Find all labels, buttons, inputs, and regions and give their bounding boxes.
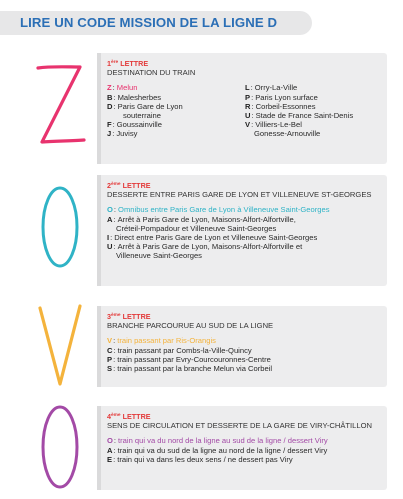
section-heading: 1ère LETTRE [107,59,149,68]
code-line-cont: Créteil-Pompadour et Villeneuve Saint-Georges [116,223,277,233]
code-line: A : train qui va du sud de la ligne au nord de la ligne / dessert Viry [107,445,328,455]
card-tab [97,406,101,490]
section-heading: 2ème LETTRE [107,181,151,190]
code-line: O : train qui va du nord de la ligne au sud de la ligne / dessert Viry [107,436,328,446]
letter-z-glyph [30,58,90,153]
code-line: Z : Melun [107,83,138,93]
section-4-card [97,406,387,490]
section-heading: 3ème LETTRE [107,312,151,321]
section-2-card [97,175,387,286]
section-subtitle: SENS DE CIRCULATION ET DESSERTE DE LA GARE DE VIRY-CHÂTILLON [107,421,373,431]
section-1-card [97,53,387,164]
code-line-cont: Gonesse-Arnouville [254,129,321,139]
code-line: J : Juvisy [107,129,138,139]
section-heading: 4ème LETTRE [107,412,151,421]
code-line-cont: Villeneuve Saint-Georges [116,251,202,261]
title-bar [0,11,312,35]
letter-o-glyph [30,180,90,275]
code-line: C : train passant par Combs-la-Ville-Quincy [107,345,252,355]
code-line: D : Paris Gare de Lyon [107,101,183,111]
code-line: V : Villiers-Le-Bel [245,120,302,130]
code-line-cont: souterraine [123,111,161,121]
code-line: U : Stade de France Saint-Denis [245,111,354,121]
letter-o2-stroke [43,407,77,487]
card-tab [97,306,101,387]
code-line: A : Arrêt à Paris Gare de Lyon, Maisons-Alfort-Alfortville, [107,214,296,224]
destinations-col-2 [245,83,377,138]
destinations-col-1 [107,83,245,138]
card-tab [97,175,101,286]
letter-v-stroke [40,306,80,384]
code-line: I : Direct entre Paris Gare de Lyon et Villeneuve Saint-Georges [107,233,318,243]
section-subtitle: DESTINATION DU TRAIN [107,68,196,78]
letter-o-stroke [43,188,77,266]
code-line: B : Malesherbes [107,92,162,102]
code-line: P : train passant par Evry-Courcouronnes-Centre [107,354,271,364]
letter-z-stroke [38,67,84,142]
code-line: U : Arrêt à Paris Gare de Lyon, Maisons-Alfort-Alfortville et [107,242,303,252]
code-line: F : Goussainville [107,120,162,130]
section-subtitle: DESSERTE ENTRE PARIS GARE DE LYON ET VILLENEUVE ST-GEORGES [107,190,372,200]
code-line: V : train passant par Ris-Orangis [107,336,216,346]
section-3-card [97,306,387,387]
code-line: E : train qui va dans les deux sens / ne dessert pas Viry [107,454,293,464]
code-line: O : Omnibus entre Paris Gare de Lyon à Villeneuve Saint-Georges [107,205,330,215]
code-line: S : train passant par la branche Melun via Corbeil [107,364,273,374]
section-subtitle: BRANCHE PARCOURUE AU SUD DE LA LIGNE [107,321,274,331]
card-tab [97,53,101,164]
letter-v-glyph [30,300,90,395]
code-line: R : Corbeil-Essonnes [245,101,316,111]
page-title: LIRE UN CODE MISSION DE LA LIGNE D [20,15,278,30]
code-line: L : Orry-La-Ville [245,83,298,93]
letter-o2-glyph [30,400,90,495]
code-line: P : Paris Lyon surface [245,92,318,102]
